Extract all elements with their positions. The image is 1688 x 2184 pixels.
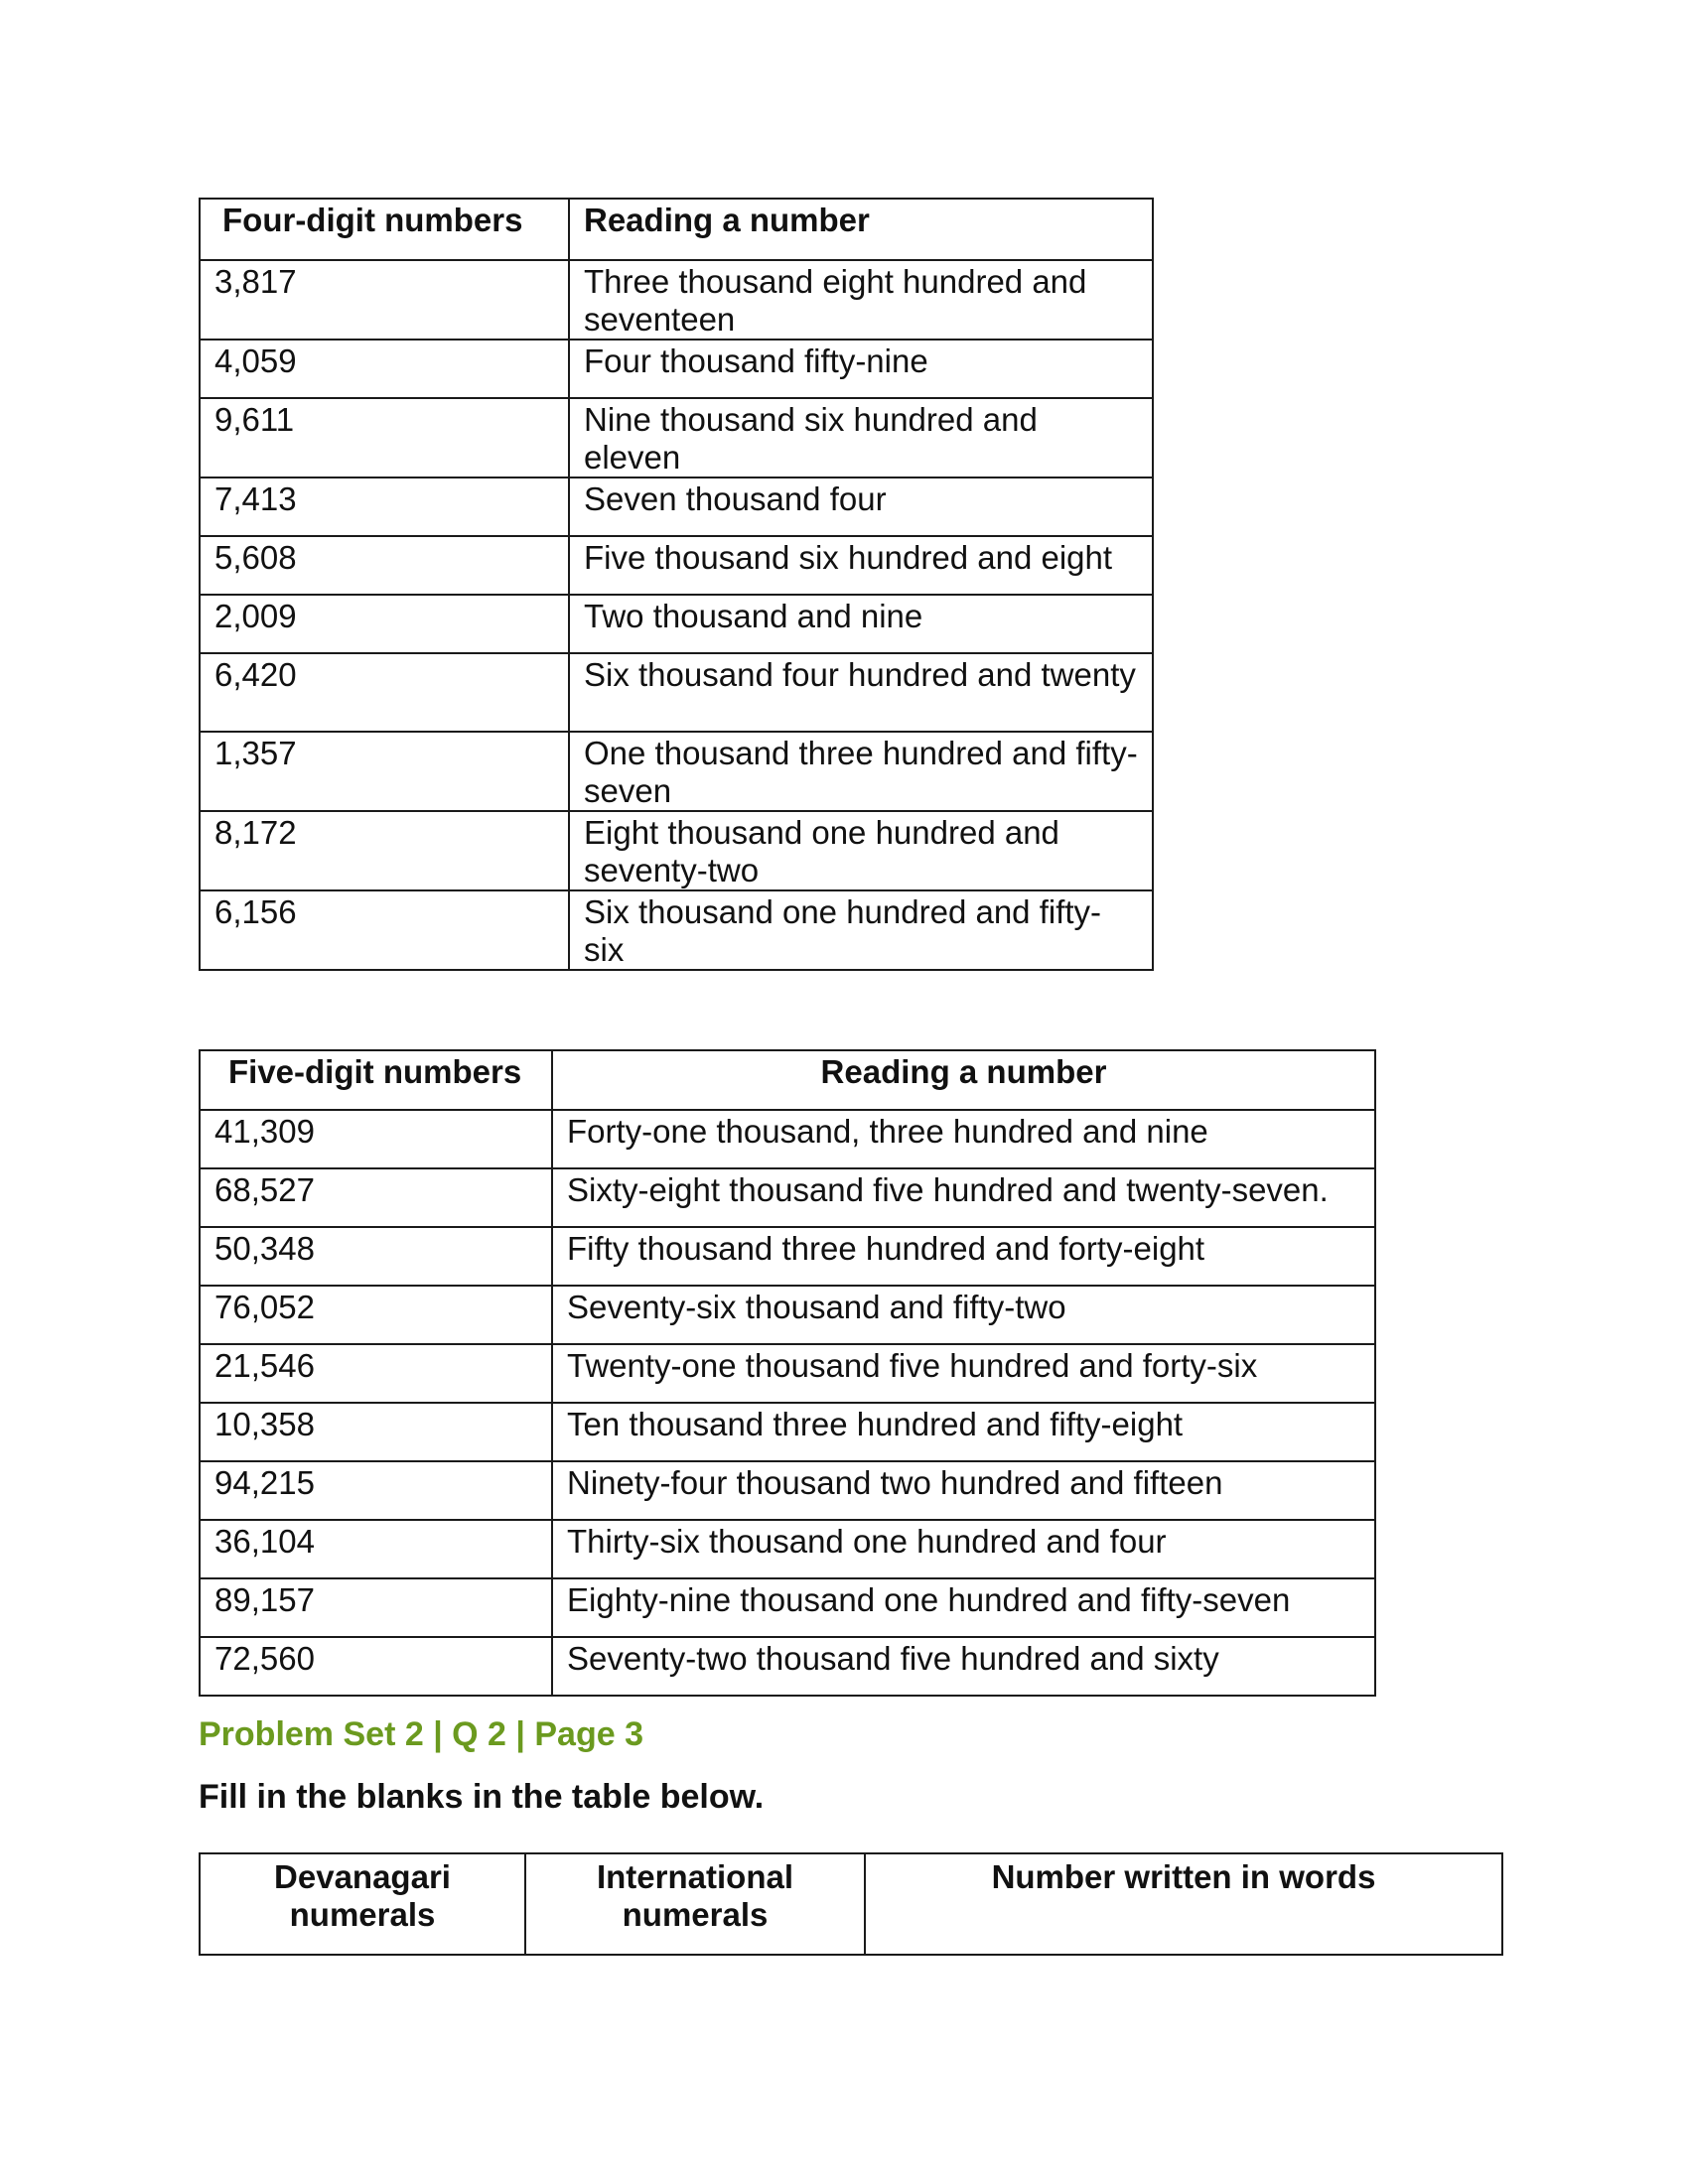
table-row (200, 1110, 1375, 1168)
reading-cell: Fifty thousand three hundred and forty-eight (552, 1227, 1375, 1286)
number-cell: 4,059 (200, 340, 569, 398)
number-cell: 8,172 (200, 811, 569, 890)
number-cell: 21,546 (200, 1344, 552, 1403)
number-cell: 10,358 (200, 1403, 552, 1461)
number-cell: 94,215 (200, 1461, 552, 1520)
reading-cell: Three thousand eight hundred and seventeen (569, 260, 1153, 340)
table-row (200, 1461, 1375, 1520)
number-cell: 36,104 (200, 1520, 552, 1578)
table-row (200, 1286, 1375, 1344)
reading-cell: Thirty-six thousand one hundred and four (552, 1520, 1375, 1578)
reading-cell: Ten thousand three hundred and fifty-eight (552, 1403, 1375, 1461)
table-header-row (200, 1050, 1375, 1110)
column-header-devanagari (200, 1853, 525, 1955)
table-row (200, 260, 1153, 340)
reading-cell: Eight thousand one hundred and seventy-two (569, 811, 1153, 890)
column-header-international (525, 1853, 865, 1955)
number-cell: 2,009 (200, 595, 569, 653)
fill-in-table (199, 1852, 1503, 1956)
table-row (200, 732, 1153, 811)
table-row (200, 653, 1153, 732)
number-cell: 6,420 (200, 653, 569, 732)
number-cell: 5,608 (200, 536, 569, 595)
instruction-text: Fill in the blanks in the table below. (199, 1778, 765, 1816)
five-digit-numbers-table (199, 1049, 1376, 1697)
number-cell: 76,052 (200, 1286, 552, 1344)
column-header-number: Five-digit numbers (200, 1050, 552, 1110)
table-row (200, 478, 1153, 536)
table-row (200, 1637, 1375, 1696)
table-row (200, 595, 1153, 653)
reading-cell: Nine thousand six hundred and eleven (569, 398, 1153, 478)
number-cell: 7,413 (200, 478, 569, 536)
number-cell: 1,357 (200, 732, 569, 811)
reading-cell: Two thousand and nine (569, 595, 1153, 653)
four-digit-numbers-table (199, 198, 1154, 971)
table-header-row (200, 1853, 1502, 1955)
reading-cell: Forty-one thousand, three hundred and nine (552, 1110, 1375, 1168)
number-cell: 50,348 (200, 1227, 552, 1286)
column-header-number: Four-digit numbers (200, 199, 569, 260)
reading-cell: Sixty-eight thousand five hundred and twenty-seven. (552, 1168, 1375, 1227)
number-cell: 6,156 (200, 890, 569, 970)
column-header-words: Number written in words (865, 1853, 1502, 1955)
table-row (200, 340, 1153, 398)
number-cell: 9,611 (200, 398, 569, 478)
table-row (200, 1520, 1375, 1578)
table-header-row (200, 199, 1153, 260)
number-cell: 89,157 (200, 1578, 552, 1637)
header-line: Devanagari (274, 1858, 451, 1895)
column-header-reading: Reading a number (569, 199, 1153, 260)
header-line: International (596, 1858, 794, 1895)
table-row (200, 811, 1153, 890)
number-cell: 41,309 (200, 1110, 552, 1168)
table-row (200, 536, 1153, 595)
number-cell: 3,817 (200, 260, 569, 340)
reading-cell: Six thousand one hundred and fifty-six (569, 890, 1153, 970)
reading-cell: Five thousand six hundred and eight (569, 536, 1153, 595)
header-line: numerals (289, 1896, 436, 1933)
table-row (200, 1168, 1375, 1227)
reading-cell: Twenty-one thousand five hundred and forty-six (552, 1344, 1375, 1403)
table-row (200, 1578, 1375, 1637)
table-row (200, 1403, 1375, 1461)
table-row (200, 398, 1153, 478)
reading-cell: Four thousand fifty-nine (569, 340, 1153, 398)
reading-cell: Seventy-two thousand five hundred and sixty (552, 1637, 1375, 1696)
table-row (200, 1227, 1375, 1286)
table-row (200, 890, 1153, 970)
reading-cell: One thousand three hundred and fifty-seven (569, 732, 1153, 811)
table-row (200, 1344, 1375, 1403)
reading-cell: Six thousand four hundred and twenty (569, 653, 1153, 732)
number-cell: 72,560 (200, 1637, 552, 1696)
reading-cell: Seven thousand four (569, 478, 1153, 536)
reading-cell: Eighty-nine thousand one hundred and fifty-seven (552, 1578, 1375, 1637)
reading-cell: Seventy-six thousand and fifty-two (552, 1286, 1375, 1344)
header-line: numerals (622, 1896, 769, 1933)
column-header-reading: Reading a number (552, 1050, 1375, 1110)
problem-set-heading: Problem Set 2 | Q 2 | Page 3 (199, 1715, 643, 1753)
number-cell: 68,527 (200, 1168, 552, 1227)
reading-cell: Ninety-four thousand two hundred and fifteen (552, 1461, 1375, 1520)
